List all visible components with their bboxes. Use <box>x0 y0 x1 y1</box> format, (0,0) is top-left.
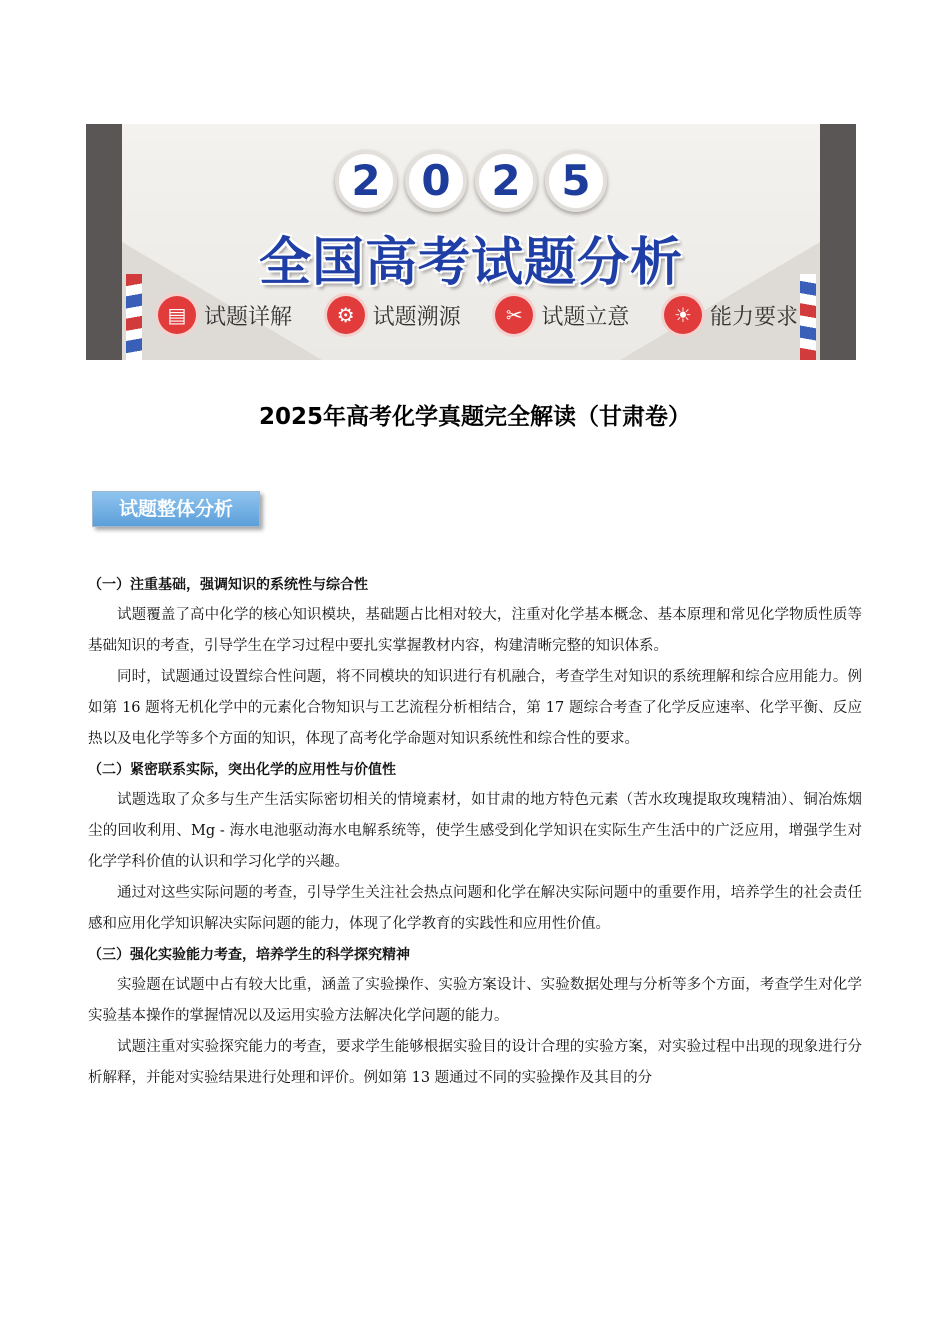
document-body <box>88 570 862 1094</box>
paragraph: 同时，试题通过设置综合性问题，将不同模块的知识进行有机融合，考查学生对知识的系统理解和综合应用能力。例如第 16 题将无机化学中的元素化合物知识与工艺流程分析相结合，第 17 题综合考查了化学反应速率、化学平衡、反应热以及电化学等多个方面的知识，体现了高考化学命题对知识系统性和综合性的要求。 <box>88 669 862 747</box>
feature-label: 试题详解 <box>204 304 293 330</box>
section-heading: （二）紧密联系实际，突出化学的应用性与价值性 <box>88 762 396 778</box>
banner-headline: 全国高考试题分析 <box>258 233 683 293</box>
feature-label: 能力要求 <box>709 304 798 330</box>
year-digit: 0 <box>405 150 467 212</box>
paragraph: 试题注重对实验探究能力的考查，要求学生能够根据实验目的设计合理的实验方案，对实验过程中出现的现象进行分析解释，并能对实验结果进行处理和评价。例如第 13 题通过不同的实验操作及其目的分 <box>88 1039 862 1086</box>
feature-item <box>327 296 461 334</box>
section-heading: （一）注重基础，强调知识的系统性与综合性 <box>88 577 368 593</box>
feature-item <box>664 296 798 334</box>
paragraph: 试题选取了众多与生产生活实际密切相关的情境素材，如甘肃的地方特色元素（苦水玫瑰提取玫瑰精油）、铜冶炼烟尘的回收利用、Mg - 海水电池驱动海水电解系统等，使学生感受到化学知识在实际生产生活中的广泛应用，增强学生对化学学科价值的认识和学习化学的兴趣。 <box>88 792 862 870</box>
year-digit: 2 <box>335 150 397 212</box>
gear-icon: ⚙ <box>327 296 365 334</box>
paragraph: 通过对这些实际问题的考查，引导学生关注社会热点问题和化学在解决实际问题中的重要作用，培养学生的社会责任感和应用化学知识解决实际问题的能力，体现了化学教育的实践性和应用性价值。 <box>88 885 862 932</box>
year-digit: 5 <box>545 150 607 212</box>
paragraph: 试题覆盖了高中化学的核心知识模块，基础题占比相对较大，注重对化学基本概念、基本原理和常见化学物质性质等基础知识的考查，引导学生在学习过程中要扎实掌握教材内容，构建清晰完整的知识体系。 <box>88 607 862 654</box>
document-icon: ▤ <box>158 296 196 334</box>
feature-item <box>495 296 629 334</box>
section-tag: 试题整体分析 <box>92 491 260 527</box>
document-title: 2025年高考化学真题完全解读（甘肃卷） <box>258 404 691 430</box>
header-banner <box>86 124 856 360</box>
banner-year <box>86 150 856 212</box>
year-digit: 2 <box>475 150 537 212</box>
section-heading: （三）强化实验能力考查，培养学生的科学探究精神 <box>88 947 410 963</box>
paragraph: 实验题在试题中占有较大比重，涵盖了实验操作、实验方案设计、实验数据处理与分析等多个方面，考查学生对化学实验基本操作的掌握情况以及运用实验方法解决化学问题的能力。 <box>88 977 862 1024</box>
feature-item <box>158 296 292 334</box>
feature-label: 试题溯源 <box>372 304 461 330</box>
feature-label: 试题立意 <box>541 304 630 330</box>
tools-icon: ✂ <box>495 296 533 334</box>
banner-features <box>158 296 798 334</box>
lightbulb-icon: ☀ <box>664 296 702 334</box>
